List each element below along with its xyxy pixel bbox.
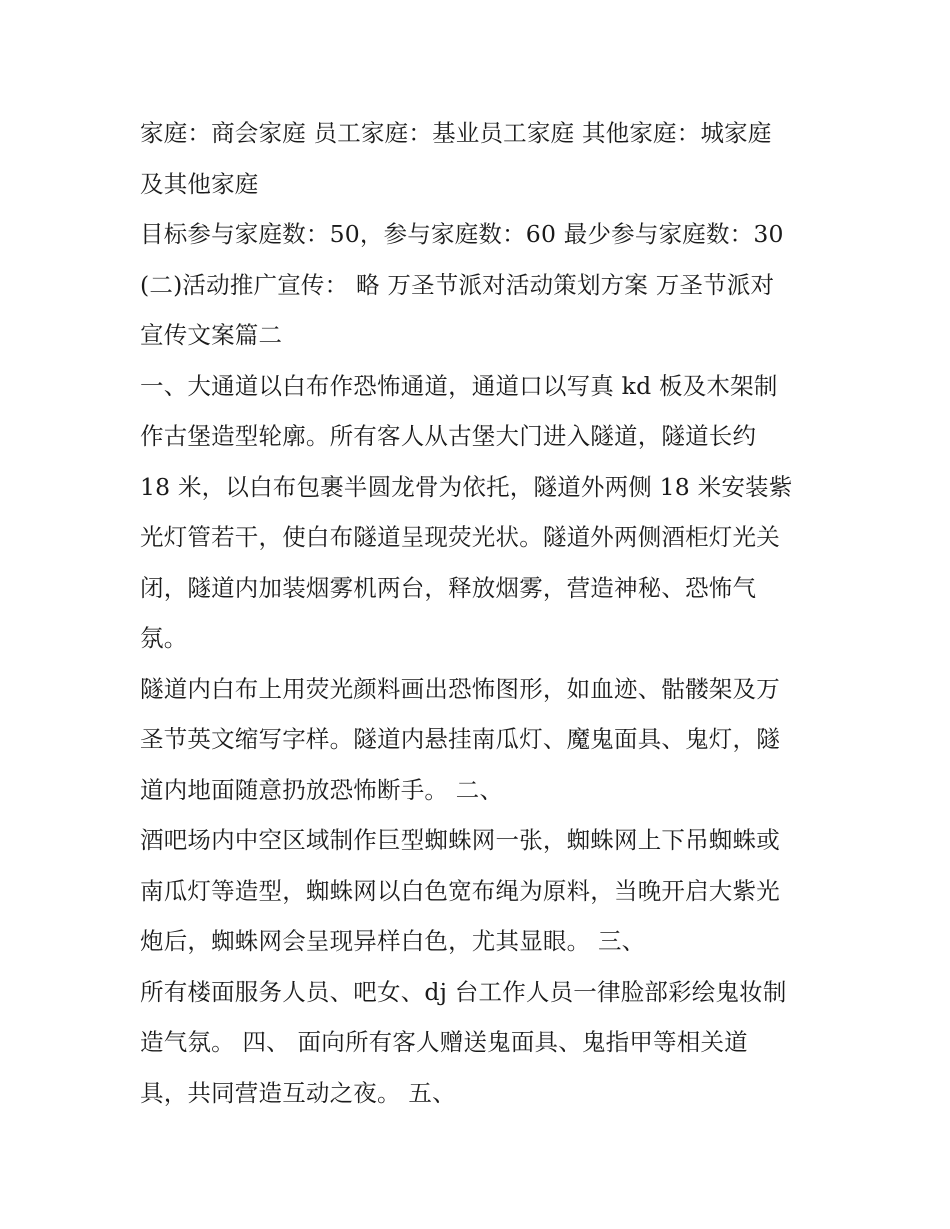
text-line: 隧道内白布上用荧光颜料画出恐怖图形，如血迹、骷髅架及万 <box>140 674 780 703</box>
text-line: 及其他家庭 <box>140 169 259 198</box>
text-line: 闭，隧道内加装烟雾机两台，释放烟雾，营造神秘、恐怖气 <box>140 573 757 602</box>
text-line: (二)活动推广宣传： 略 万圣节派对活动策划方案 万圣节派对 <box>140 270 775 299</box>
text-line: 家庭：商会家庭 员工家庭：基业员工家庭 其他家庭：城家庭 <box>140 119 772 147</box>
text-line: 酒吧场内中空区域制作巨型蜘蛛网一张，蜘蛛网上下吊蜘蛛或 <box>140 826 780 854</box>
document-body <box>140 108 820 1118</box>
text-line: 宣传文案篇二 <box>140 321 283 349</box>
text-line: 氛。 <box>140 624 188 652</box>
text-line: 造气氛。 四、 面向所有客人赠送鬼面具、鬼指甲等相关道 <box>140 1028 748 1056</box>
text-line: 作古堡造型轮廓。所有客人从古堡大门进入隧道，隧道长约 <box>140 422 757 450</box>
text-line: 具，共同营造互动之夜。 五、 <box>140 1078 456 1107</box>
text-line: 一、大通道以白布作恐怖通道，通道口以写真 kd 板及木架制 <box>140 371 778 400</box>
text-line: 圣节英文缩写字样。隧道内悬挂南瓜灯、魔鬼面具、鬼灯，隧 <box>140 725 780 753</box>
text-line: 南瓜灯等造型，蜘蛛网以白色宽布绳为原料，当晚开启大紫光 <box>140 876 780 905</box>
text-line: 炮后，蜘蛛网会呈现异样白色，尤其显眼。 三、 <box>140 927 646 955</box>
text-line: 所有楼面服务人员、吧女、dj 台工作人员一律脸部彩绘鬼妆制 <box>140 977 787 1006</box>
text-line: 光灯管若干，使白布隧道呈现荧光状。隧道外两侧酒柜灯光关 <box>140 523 780 551</box>
text-line: 目标参与家庭数：50，参与家庭数：60 最少参与家庭数：30 <box>140 220 784 248</box>
text-line: 18 米，以白布包裹半圆龙骨为依托，隧道外两侧 18 米安装紫 <box>140 472 793 501</box>
text-line: 道内地面随意扔放恐怖断手。 二、 <box>140 775 504 804</box>
